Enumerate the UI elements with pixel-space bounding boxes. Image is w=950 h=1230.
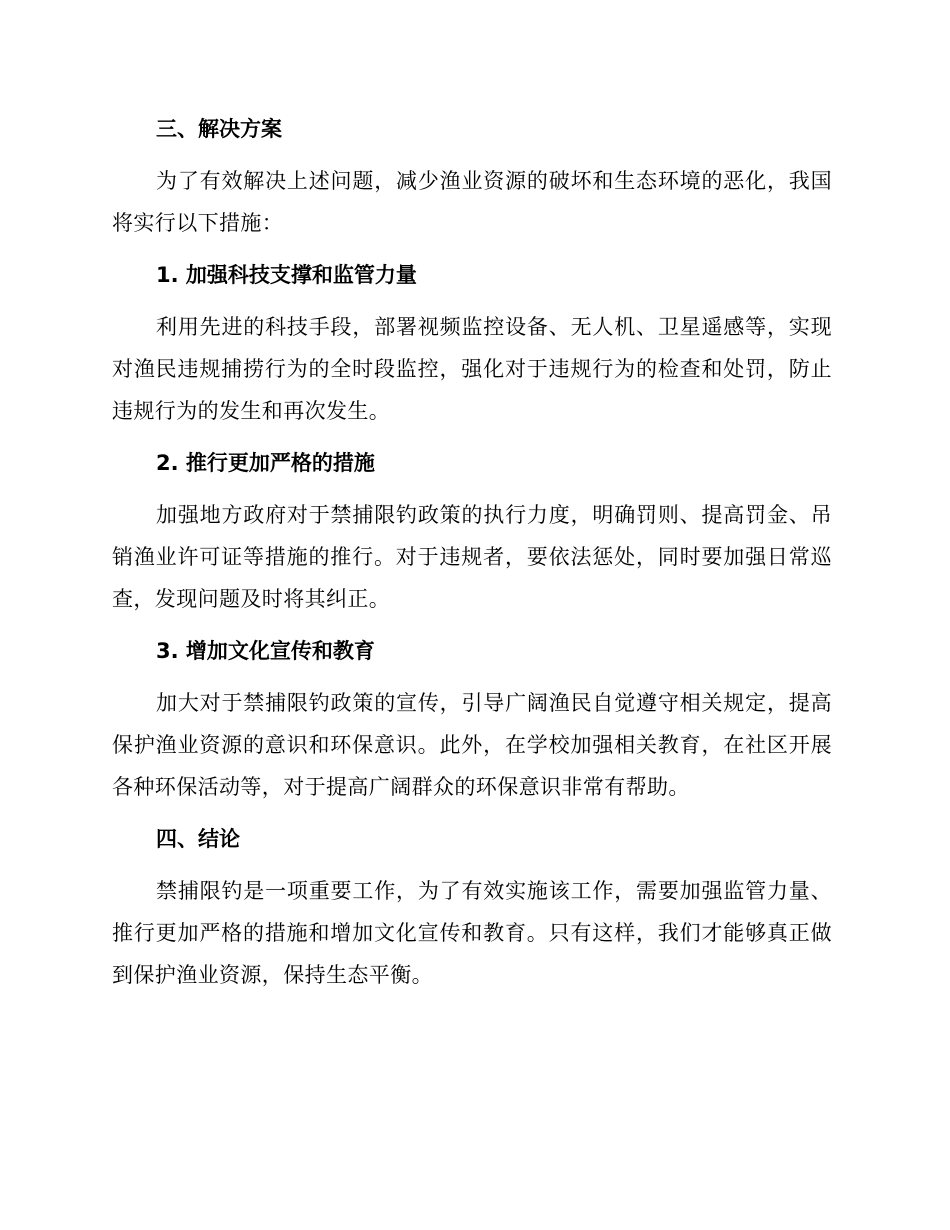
section-heading-conclusion: 四、结论 [156, 827, 240, 851]
subsection-heading-strict-measures: 2. 推行更加严格的措施 [156, 451, 375, 475]
strict-measures-paragraph: 加强地方政府对于禁捕限钓政策的执行力度，明确罚则、提高罚金、吊销渔业许可证等措施的推行。对于违规者，要依法惩处，同时要加强日常巡查，发现问题及时将其纠正。 [112, 503, 832, 611]
document-page [112, 108, 832, 996]
subsection-heading-tech-support: 1. 加强科技支撑和监管力量 [156, 263, 417, 287]
subsection-heading-education: 3. 增加文化宣传和教育 [156, 639, 375, 663]
solutions-intro-paragraph: 为了有效解决上述问题，减少渔业资源的破坏和生态环境的恶化，我国将实行以下措施： [112, 169, 832, 235]
education-paragraph: 加大对于禁捕限钓政策的宣传，引导广阔渔民自觉遵守相关规定，提高保护渔业资源的意识和环保意识。此外，在学校加强相关教育，在社区开展各种环保活动等，对于提高广阔群众的环保意识非常有帮助。 [112, 691, 832, 799]
section-heading-solutions: 三、解决方案 [156, 117, 282, 141]
tech-support-paragraph: 利用先进的科技手段，部署视频监控设备、无人机、卫星遥感等，实现对渔民违规捕捞行为的全时段监控，强化对于违规行为的检查和处罚，防止违规行为的发生和再次发生。 [112, 315, 832, 423]
conclusion-paragraph: 禁捕限钓是一项重要工作，为了有效实施该工作，需要加强监管力量、推行更加严格的措施和增加文化宣传和教育。只有这样，我们才能够真正做到保护渔业资源，保持生态平衡。 [112, 879, 832, 987]
